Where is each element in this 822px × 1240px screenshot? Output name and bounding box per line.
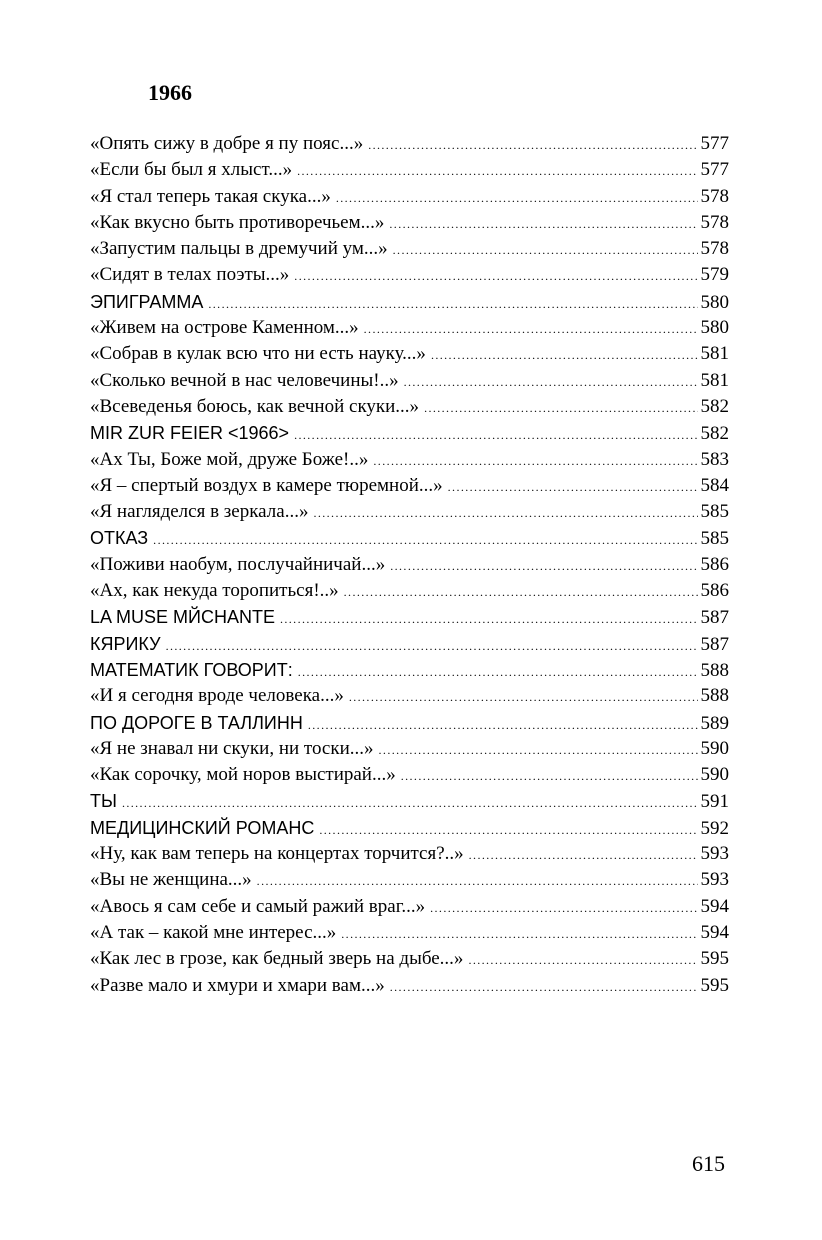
section-heading: 1966 (148, 80, 192, 105)
toc-entry (90, 315, 729, 341)
toc-entry (90, 841, 729, 867)
toc-entry (90, 499, 729, 525)
toc-entry-page: 592 (700, 817, 729, 839)
toc-entry-page: 583 (700, 448, 729, 470)
toc-entry (90, 920, 729, 946)
dot-leader (393, 237, 698, 262)
toc-entry-title: КЯРИКУ (90, 633, 161, 654)
toc-entry-title: «Авось я сам себе и самый ражий враг...» (90, 895, 426, 917)
toc-entry-page: 594 (700, 895, 729, 917)
toc-entry (90, 210, 729, 236)
toc-entry (90, 341, 729, 367)
toc-entry-page: 595 (700, 974, 729, 996)
page-number: 615 (692, 1151, 725, 1176)
toc-entry-title: «Как вкусно быть противоречьем...» (90, 211, 385, 233)
dot-leader (308, 712, 698, 736)
toc-entry (90, 710, 729, 736)
dot-leader (341, 921, 697, 946)
toc-entry-page: 579 (700, 264, 729, 286)
toc-entry (90, 683, 729, 709)
dot-leader (469, 842, 698, 867)
toc-entry (90, 788, 729, 814)
dot-leader (208, 291, 697, 315)
toc-entry-page: 577 (700, 133, 729, 154)
toc-entry-title: ОТКАЗ (90, 528, 149, 549)
table-of-contents (90, 131, 729, 999)
toc-entry (90, 157, 729, 183)
toc-entry-title: «Я не знавал ни скуки, ни тоски...» (90, 737, 374, 759)
toc-entry-page: 588 (700, 659, 729, 681)
dot-leader (297, 158, 697, 183)
toc-entry-page: 581 (700, 369, 729, 391)
dot-leader (280, 606, 698, 630)
toc-entry-title: «Я стал теперь такая скука...» (90, 185, 331, 207)
toc-entry (90, 368, 729, 394)
toc-entry-page: 589 (700, 712, 729, 734)
toc-entry-page: 578 (700, 185, 729, 207)
dot-leader (153, 527, 697, 551)
toc-entry-title: «Сколько вечной в нас человечины!..» (90, 369, 399, 391)
toc-entry-title: «Запустим пальцы в дремучий ум...» (90, 238, 388, 260)
toc-entry-page: 590 (700, 764, 729, 786)
toc-entry-title: ЭПИГРАММА (90, 291, 204, 312)
toc-entry (90, 973, 729, 999)
toc-entry-page: 594 (700, 921, 729, 943)
toc-entry-page: 580 (700, 291, 729, 313)
toc-entry-title: «Опять сижу в добре я пу пояс...» (90, 133, 364, 154)
toc-entry (90, 762, 729, 788)
toc-entry-page: 595 (700, 948, 729, 970)
toc-entry-page: 578 (700, 211, 729, 233)
toc-entry (90, 131, 729, 157)
toc-entry-title: «Если бы был я хлыст...» (90, 159, 293, 181)
toc-entry-title: «Живем на острове Каменном...» (90, 317, 359, 339)
toc-entry-title: «Сидят в телах поэты...» (90, 264, 290, 286)
toc-entry-page: 585 (700, 528, 729, 550)
toc-entry-title: МАТЕМАТИК ГОВОРИТ: (90, 659, 293, 680)
toc-entry-page: 584 (700, 474, 729, 496)
dot-leader (390, 553, 697, 578)
toc-entry-title: ТЫ (90, 791, 117, 812)
toc-entry (90, 604, 729, 630)
toc-entry-title: МЕДИЦИНСКИЙ РОМАНС (90, 817, 315, 838)
toc-entry-page: 587 (700, 633, 729, 655)
dot-leader (431, 342, 698, 367)
dot-leader (122, 790, 698, 814)
dot-leader (373, 448, 697, 473)
toc-entry-page: 580 (700, 317, 729, 339)
toc-entry-page: 582 (700, 423, 729, 445)
toc-entry (90, 473, 729, 499)
toc-entry-page: 586 (700, 580, 729, 602)
dot-leader (294, 263, 697, 288)
toc-entry-title: «Ах, как некуда торопиться!..» (90, 580, 339, 602)
toc-entry-page: 577 (700, 159, 729, 181)
toc-entry (90, 394, 729, 420)
dot-leader (404, 369, 698, 394)
toc-entry-page: 590 (700, 737, 729, 759)
dot-leader (319, 817, 697, 841)
dot-leader (344, 579, 698, 604)
toc-entry (90, 236, 729, 262)
toc-entry-title: ПО ДОРОГЕ В ТАЛЛИНН (90, 712, 303, 733)
toc-entry (90, 447, 729, 473)
toc-entry-page: 585 (700, 501, 729, 523)
toc-entry (90, 289, 729, 315)
dot-leader (390, 974, 698, 999)
toc-entry-title: «Как лес в грозе, как бедный зверь на дыбе...» (90, 948, 464, 970)
toc-entry (90, 578, 729, 604)
dot-leader (430, 895, 697, 920)
toc-entry (90, 815, 729, 841)
dot-leader (401, 763, 698, 788)
toc-entry-title: «Собрав в кулак всю что ни есть науку...» (90, 343, 426, 365)
toc-entry-title: «Как сорочку, мой норов выстирай...» (90, 764, 396, 786)
toc-entry (90, 184, 729, 210)
toc-entry-page: 588 (700, 685, 729, 707)
toc-entry (90, 552, 729, 578)
dot-leader (364, 316, 698, 341)
toc-entry (90, 420, 729, 446)
toc-entry-page: 586 (700, 553, 729, 575)
toc-entry-page: 582 (700, 395, 729, 417)
toc-entry-title: «Ну, как вам теперь на концертах торчится?..» (90, 843, 464, 865)
toc-entry-title: LA MUSE MЙCHANTE (90, 607, 275, 628)
toc-entry-page: 593 (700, 843, 729, 865)
toc-entry-title: «Я – спертый воздух в камере тюремной...» (90, 474, 443, 496)
dot-leader (448, 474, 698, 499)
dot-leader (166, 633, 698, 657)
dot-leader (389, 211, 697, 236)
toc-entry-title: «Всеведенья боюсь, как вечной скуки...» (90, 395, 420, 417)
toc-entry (90, 525, 729, 551)
toc-entry-title: «Поживи наобум, послучайничай...» (90, 553, 386, 575)
dot-leader (349, 684, 698, 709)
dot-leader (257, 868, 698, 893)
toc-entry-title: «Я нагляделся в зеркала...» (90, 501, 309, 523)
toc-entry (90, 736, 729, 762)
dot-leader (298, 659, 698, 683)
toc-entry-title: «А так – какой мне интерес...» (90, 921, 337, 943)
dot-leader (424, 395, 697, 420)
dot-leader (336, 185, 698, 210)
toc-entry (90, 657, 729, 683)
dot-leader (468, 947, 697, 972)
toc-entry-page: 593 (700, 869, 729, 891)
dot-leader (379, 737, 698, 762)
toc-entry-title: «И я сегодня вроде человека...» (90, 685, 344, 707)
toc-entry-page: 587 (700, 607, 729, 629)
toc-entry-page: 578 (700, 238, 729, 260)
dot-leader (368, 132, 697, 157)
toc-entry-title: «Ах Ты, Боже мой, друже Боже!..» (90, 448, 369, 470)
dot-leader (313, 500, 697, 525)
toc-entry (90, 262, 729, 288)
toc-entry (90, 631, 729, 657)
toc-entry-page: 591 (700, 791, 729, 813)
dot-leader (294, 422, 697, 446)
toc-entry (90, 894, 729, 920)
toc-entry-title: MIR ZUR FEIER <1966> (90, 423, 290, 444)
toc-entry-page: 581 (700, 343, 729, 365)
toc-entry (90, 946, 729, 972)
toc-entry (90, 867, 729, 893)
toc-entry-title: «Разве мало и хмури и хмари вам...» (90, 974, 385, 996)
toc-entry-title: «Вы не женщина...» (90, 869, 252, 891)
